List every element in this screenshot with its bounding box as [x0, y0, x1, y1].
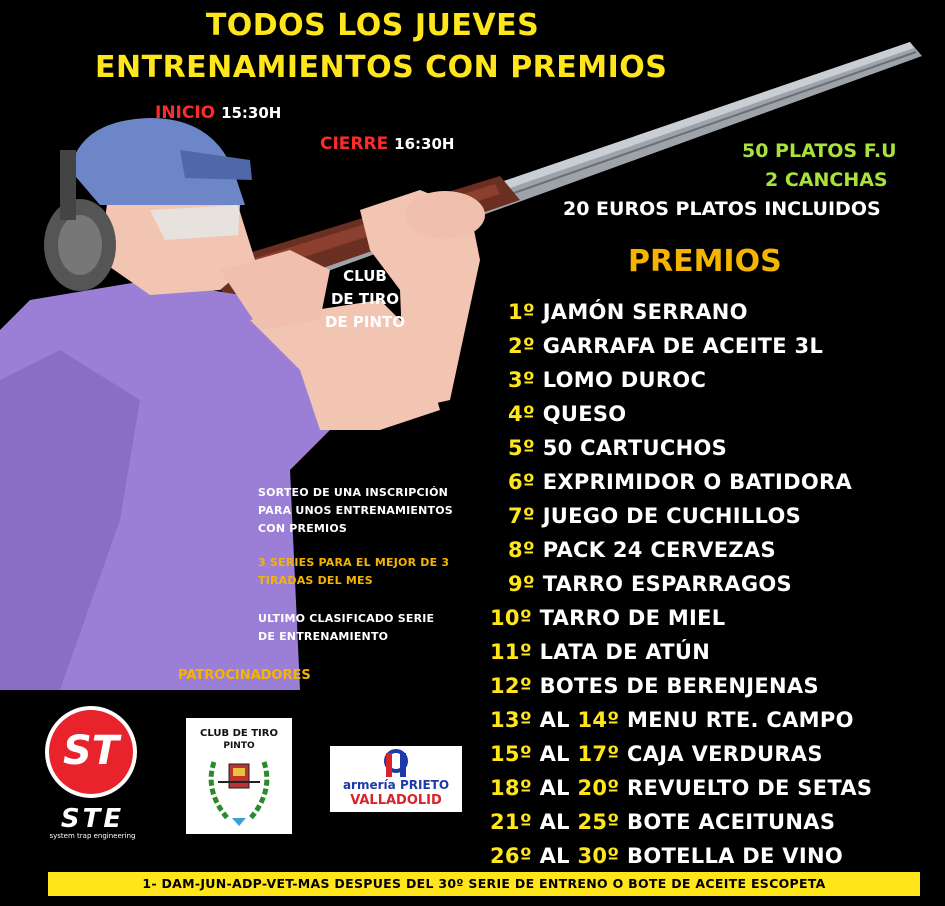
ste-logo-text: STE [60, 804, 125, 834]
prize-range-word: AL [539, 844, 570, 868]
prize-row [490, 776, 872, 800]
prize-name: TARRO ESPARRAGOS [542, 572, 792, 596]
patrocinadores-title: PATROCINADORES [178, 668, 311, 683]
footer-bar: 1- DAM-JUN-ADP-VET-MAS DESPUES DEL 30º SERIE DE ENTRENO O BOTE DE ACEITE ESCOPETA [48, 872, 920, 896]
ultimo-info [258, 610, 434, 646]
prize-rank-end: 20º [577, 776, 620, 800]
prize-row [490, 640, 710, 664]
ste-caption: system trap engineering [49, 832, 136, 840]
ultimo-line-1: ULTIMO CLASIFICADO SERIE [258, 612, 435, 625]
prize-name: CAJA VERDURAS [627, 742, 823, 766]
platos-text: 50 PLATOS F.U [742, 140, 897, 162]
prize-row [508, 334, 823, 358]
club-label-line-3: DE PINTO [324, 313, 406, 331]
prize-row [508, 572, 792, 596]
prize-name: EXPRIMIDOR O BATIDORA [542, 470, 853, 494]
prize-name: BOTES DE BERENJENAS [539, 674, 819, 698]
prize-name: LATA DE ATÚN [539, 640, 711, 664]
prize-row [490, 742, 823, 766]
prize-name: BOTE ACEITUNAS [627, 810, 836, 834]
prize-rank: 10º [490, 606, 532, 630]
club-label-line-1: CLUB [343, 267, 387, 285]
prize-row [490, 844, 843, 868]
prize-rank: 13º [490, 708, 532, 732]
ste-logo [45, 806, 140, 846]
club-logo-text: CLUB DE TIRO [200, 728, 278, 739]
inicio-label: INICIO [155, 103, 216, 123]
prize-row [508, 402, 626, 426]
prize-rank-end: 25º [577, 810, 620, 834]
prize-rank: 3º [508, 368, 536, 392]
armeria-word: armería [342, 778, 396, 792]
prize-rank-end: 14º [577, 708, 620, 732]
sorteo-line-2: PARA UNOS ENTRENAMIENTOS [258, 504, 453, 517]
prize-row [508, 368, 706, 392]
prize-row [508, 470, 852, 494]
sorteo-line-1: SORTEO DE UNA INSCRIPCIÓN [258, 486, 449, 499]
prize-rank: 8º [508, 538, 536, 562]
series-line-2: TIRADAS DEL MES [258, 574, 373, 587]
armeria-line-2: VALLADOLID [350, 793, 442, 808]
prize-name: BOTELLA DE VINO [627, 844, 843, 868]
prieto-word: PRIETO [399, 778, 450, 792]
prize-rank: 1º [508, 300, 536, 324]
cierre-time: 16:30H [394, 135, 455, 153]
precio-text: 20 EUROS PLATOS INCLUIDOS [563, 198, 881, 220]
prize-rank: 9º [508, 572, 536, 596]
cierre-label: CIERRE [320, 134, 389, 154]
inicio-row [155, 103, 281, 123]
club-pinto-logo [186, 718, 292, 834]
st-logo [45, 706, 137, 798]
prize-rank: 12º [490, 674, 532, 698]
series-line-1: 3 SERIES PARA EL MEJOR DE 3 [258, 556, 450, 569]
prize-name: JUEGO DE CUCHILLOS [542, 504, 802, 528]
prize-name: QUESO [542, 402, 627, 426]
prize-row [508, 436, 727, 460]
prize-rank: 15º [490, 742, 532, 766]
prize-rank: 18º [490, 776, 532, 800]
armeria-prieto-logo [330, 746, 462, 812]
prize-name: PACK 24 CERVEZAS [542, 538, 776, 562]
laurel-crest-icon [204, 752, 274, 828]
prize-range-word: AL [539, 776, 570, 800]
prize-rank: 4º [508, 402, 536, 426]
header-line-1: TODOS LOS JUEVES [205, 8, 540, 43]
prize-name: TARRO DE MIEL [539, 606, 726, 630]
club-label-line-2: DE TIRO [330, 290, 400, 308]
prize-row [490, 606, 725, 630]
prize-name: JAMÓN SERRANO [542, 300, 748, 324]
prize-rank-end: 30º [577, 844, 620, 868]
prize-row [490, 674, 819, 698]
prize-rank: 2º [508, 334, 536, 358]
prize-rank: 11º [490, 640, 532, 664]
canchas-text: 2 CANCHAS [765, 169, 888, 191]
prize-rank: 21º [490, 810, 532, 834]
club-logo-sub: PINTO [223, 741, 255, 751]
prize-rank: 7º [508, 504, 536, 528]
header-line-2: ENTRENAMIENTOS CON PREMIOS [95, 50, 668, 85]
club-label [305, 265, 425, 334]
prize-name: GARRAFA DE ACEITE 3L [542, 334, 824, 358]
prize-row [508, 538, 776, 562]
prize-range-word: AL [539, 810, 570, 834]
sorteo-line-3: CON PREMIOS [258, 522, 348, 535]
prize-name: REVUELTO DE SETAS [627, 776, 873, 800]
prize-row [508, 504, 801, 528]
prize-name: 50 CARTUCHOS [542, 436, 728, 460]
prize-name: MENU RTE. CAMPO [627, 708, 854, 732]
prize-range-word: AL [539, 708, 570, 732]
armeria-p-icon [380, 749, 412, 777]
ultimo-line-2: DE ENTRENAMIENTO [258, 630, 389, 643]
prize-row [490, 810, 835, 834]
armeria-line-1 [330, 778, 462, 792]
series-info [258, 554, 449, 590]
st-logo-text: ST [62, 728, 120, 774]
premios-title: PREMIOS [628, 244, 782, 279]
prize-range-word: AL [539, 742, 570, 766]
inicio-time: 15:30H [221, 104, 282, 122]
cierre-row [320, 134, 454, 154]
prize-name: LOMO DUROC [542, 368, 707, 392]
prize-rank: 6º [508, 470, 536, 494]
prize-rank: 5º [508, 436, 536, 460]
prize-rank-end: 17º [577, 742, 620, 766]
prize-row [490, 708, 854, 732]
sorteo-info [258, 484, 453, 538]
prize-row [508, 300, 748, 324]
prize-rank: 26º [490, 844, 532, 868]
